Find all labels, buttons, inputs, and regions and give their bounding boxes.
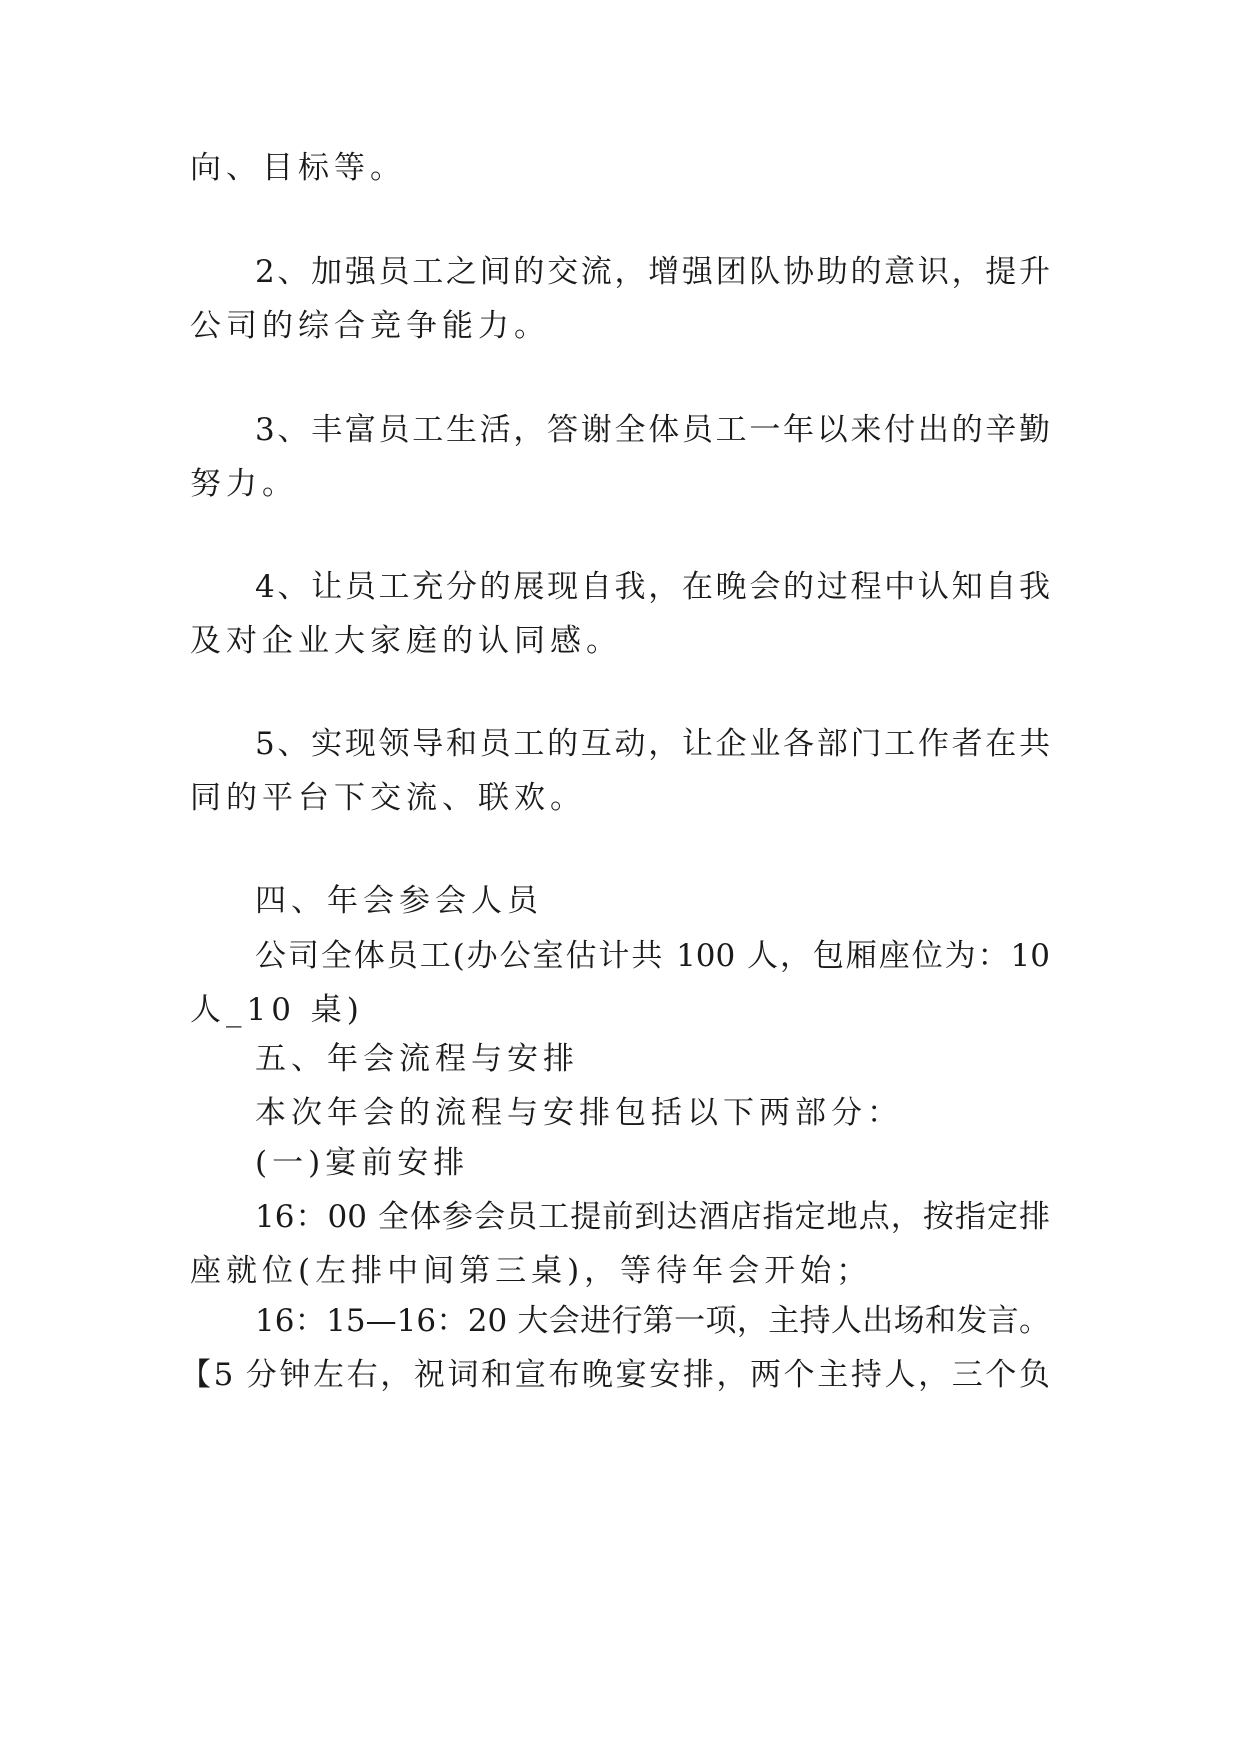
list-item-5-line-1: 5、实现领导和员工的互动，让企业各部门工作者在共 (255, 726, 1050, 762)
list-item-3-line-2: 努力。 (190, 466, 298, 502)
schedule-item-1-line-1: 16：00 全体参会员工提前到达酒店指定地点，按指定排 (255, 1199, 1050, 1235)
attendees-line-1: 公司全体员工(办公室估计共 100 人，包厢座位为：10 (255, 938, 1050, 974)
list-item-3-line-1: 3、丰富员工生活，答谢全体员工一年以来付出的辛勤 (255, 412, 1050, 448)
schedule-item-1-line-2: 座就位(左排中间第三桌)，等待年会开始； (190, 1253, 873, 1289)
attendees-line-2: 人_10 桌) (190, 992, 364, 1028)
list-item-4-line-2: 及对企业大家庭的认同感。 (190, 623, 622, 659)
section-heading-attendees: 四、年会参会人员 (255, 883, 543, 919)
schedule-item-2-line-2: 【5 分钟左右，祝词和宣布晚宴安排，两个主持人，三个负 (180, 1357, 1050, 1393)
text-line: 向、目标等。 (190, 150, 406, 186)
list-item-2-line-1: 2、加强员工之间的交流，增强团队协助的意识，提升 (255, 254, 1050, 290)
list-item-2-line-2: 公司的综合竞争能力。 (190, 308, 550, 344)
list-item-4-line-1: 4、让员工充分的展现自我，在晚会的过程中认知自我 (255, 569, 1050, 605)
schedule-item-2-line-1: 16：15—16：20 大会进行第一项，主持人出场和发言。 (255, 1303, 1050, 1339)
section-heading-schedule: 五、年会流程与安排 (255, 1041, 579, 1077)
schedule-intro: 本次年会的流程与安排包括以下两部分： (255, 1095, 903, 1131)
list-item-5-line-2: 同的平台下交流、联欢。 (190, 780, 586, 816)
subsection-heading-pre-banquet: (一)宴前安排 (255, 1145, 470, 1181)
